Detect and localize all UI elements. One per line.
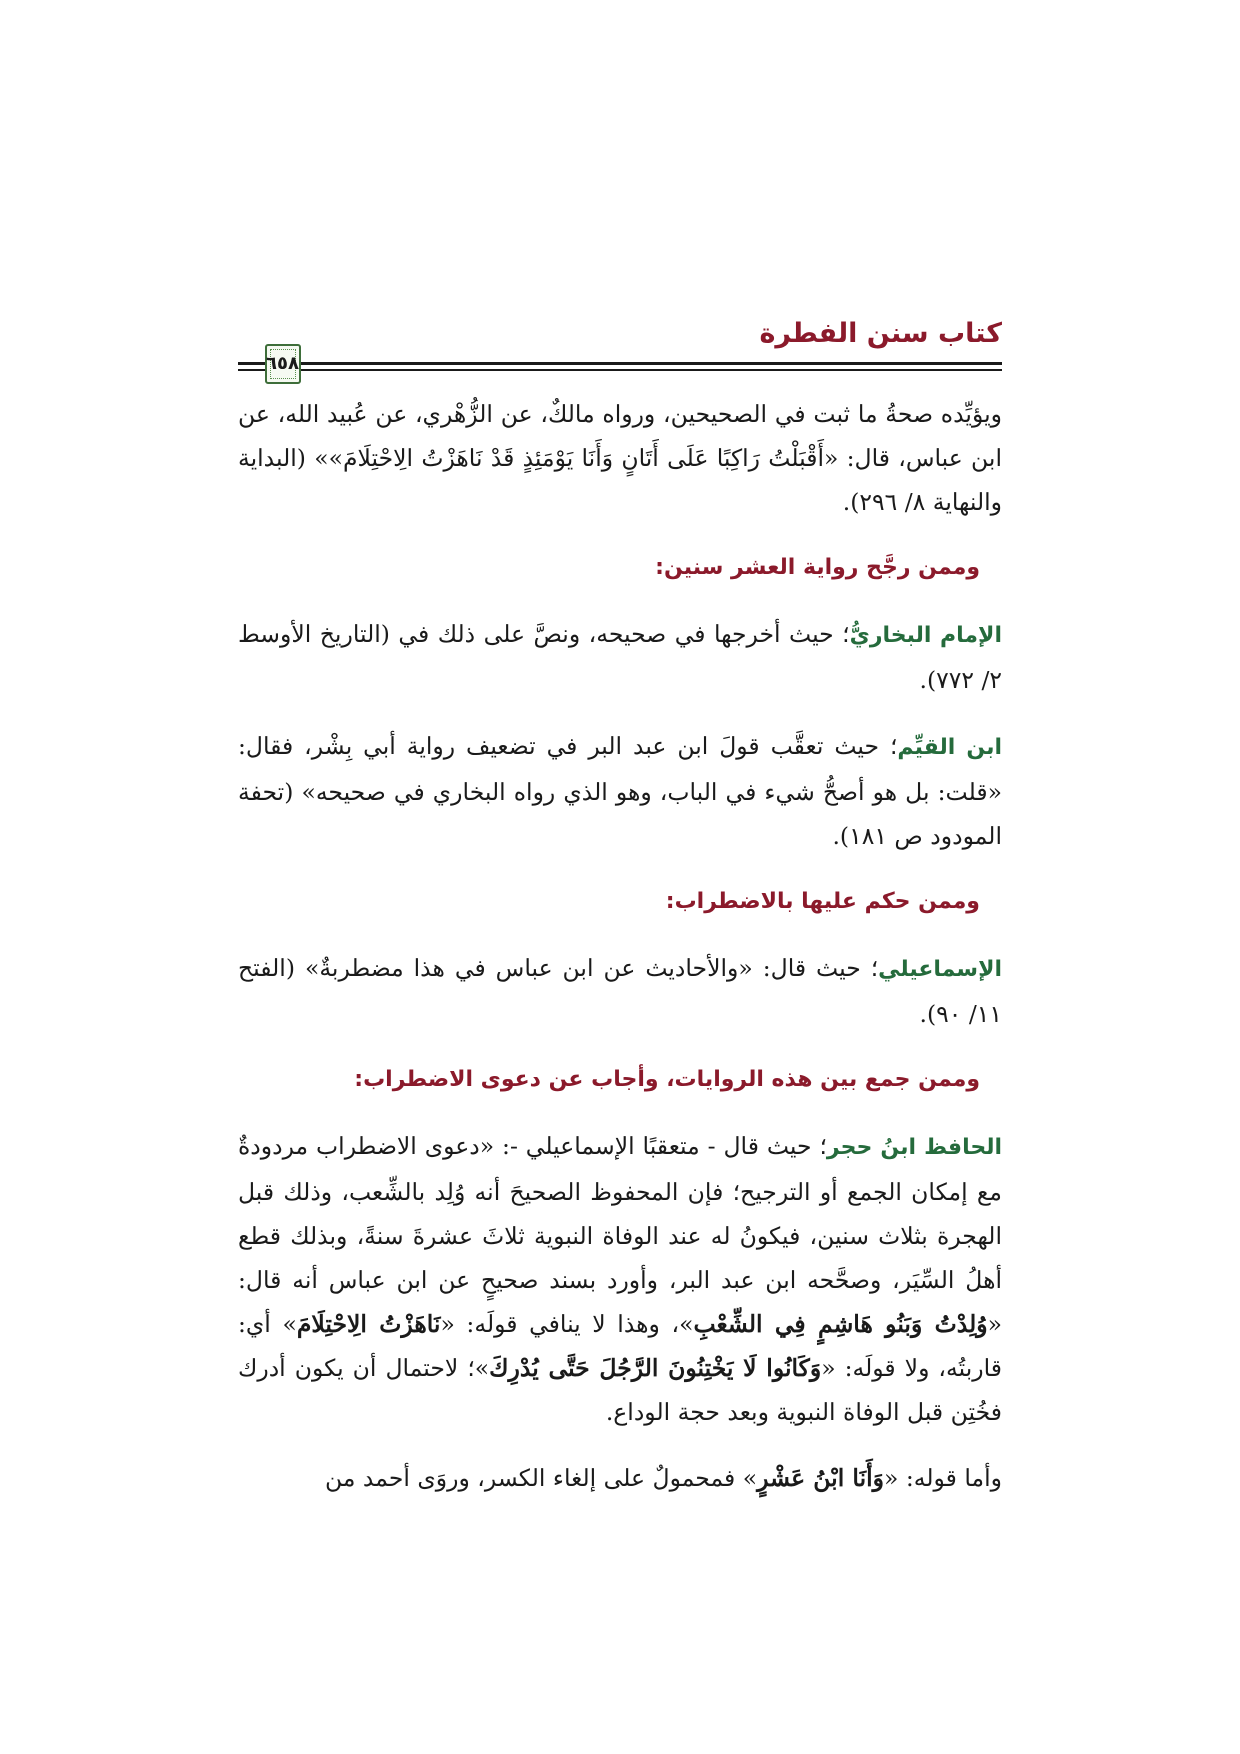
section-heading-2: وممن حكم عليها بالاضطراب:	[665, 889, 980, 914]
paragraph-5-text-a: ؛ حيث قال - متعقبًا الإسماعيلي -: «دعوى الاضطراب مردودةٌ مع إمكان الجمع أو الترجيح؛ فإن المحفوظ الصحيحَ أنه وُلِد بالشِّعب، وذلك قبل الهجرة بثلاث سنين، فيكونُ له عند الوفاة النبوية ثلاثَ عشرةَ سنةً، وبذلك قطع أهلُ السِّيَر، وصحَّحه ابن عبد البر، وأورد بسند صحيحٍ عن ابن عباس أنه قال: «	[238, 1132, 1002, 1338]
page-body	[238, 392, 1002, 1522]
running-title: كتاب سنن الفطرة	[759, 318, 1002, 349]
paragraph-2	[238, 612, 1002, 702]
header-rule-thick	[300, 362, 1002, 365]
paragraph-1: ويؤيِّده صحةُ ما ثبت في الصحيحين، ورواه مالكٌ، عن الزُّهْري، عن عُبيد الله، عن ابن عباس، قال: «أَقْبَلْتُ رَاكِبًا عَلَى أَتَانٍ وَأَنَا يَوْمَئِذٍ قَدْ نَاهَزْتُ الِاحْتِلَامَ»» (البداية والنهاية ٨/ ٢٩٦).	[238, 400, 1002, 516]
paragraph-5-text-c: » أي: قاربتُه، ولا قولَه: «	[238, 1310, 1002, 1382]
paragraph-6-text-a: وأما قوله: «	[884, 1464, 1002, 1492]
paragraph-3-text: ؛ حيث تعقَّب قولَ ابن عبد البر في تضعيف رواية أبي بِشْر، فقال: «قلت: بل هو أصحُّ شيء في الباب، وهو الذي رواه البخاري في صحيحه» (تحفة المودود ص ١٨١).	[238, 732, 1002, 850]
header-rule-thin	[300, 369, 1002, 371]
paragraph-5-text-d: »؛ لاحتمال أن يكون أدرك فخُتِن قبل الوفاة النبوية وبعد حجة الوداع.	[238, 1354, 1002, 1426]
scholar-name-ismaili: الإسماعيلي	[878, 957, 1002, 982]
header-rule-tail-thick	[238, 362, 266, 365]
paragraph-6	[238, 1456, 1002, 1500]
scholar-name-ibn-qayyim: ابن القيِّم	[897, 735, 1002, 760]
section-heading-3: وممن جمع بين هذه الروايات، وأجاب عن دعوى الاضطراب:	[354, 1067, 980, 1092]
paragraph-4	[238, 946, 1002, 1036]
scholar-name-bukhari: الإمام البخاريُّ	[849, 623, 1002, 648]
hadith-quote-1: وُلِدْتُ وَبَنُو هَاشِمٍ فِي الشِّعْبِ	[693, 1310, 988, 1338]
hadith-quote-3: وَكَانُوا لَا يَخْتِنُونَ الرَّجُلَ حَتَّى يُدْرِكَ	[489, 1354, 822, 1382]
page-number-frame	[265, 344, 301, 384]
paragraph-6-text-b: » فمحمولٌ على إلغاء الكسر، وروَى أحمد من	[324, 1464, 758, 1492]
paragraph-4-text: ؛ حيث قال: «والأحاديث عن ابن عباس في هذا مضطربةٌ» (الفتح ١١/ ٩٠).	[238, 954, 1002, 1028]
page-number: ٦٥٨	[266, 353, 299, 374]
section-heading-1: وممن رجَّح رواية العشر سنين:	[655, 555, 980, 580]
paragraph-5	[238, 1124, 1002, 1434]
header-rule-tail-thin	[238, 369, 266, 371]
scholar-name-ibn-hajar: الحافظ ابنُ حجر	[826, 1135, 1002, 1160]
hadith-quote-4: وَأَنَا ابْنُ عَشْرٍ	[757, 1464, 884, 1492]
hadith-quote-2: نَاهَزْتُ الِاحْتِلَامَ	[296, 1310, 441, 1338]
paragraph-5-text-b: »، وهذا لا ينافي قولَه: «	[440, 1310, 694, 1338]
paragraph-2-text: ؛ حيث أخرجها في صحيحه، ونصَّ على ذلك في (التاريخ الأوسط ٢/ ٧٧٢).	[238, 620, 1002, 694]
paragraph-3	[238, 724, 1002, 858]
